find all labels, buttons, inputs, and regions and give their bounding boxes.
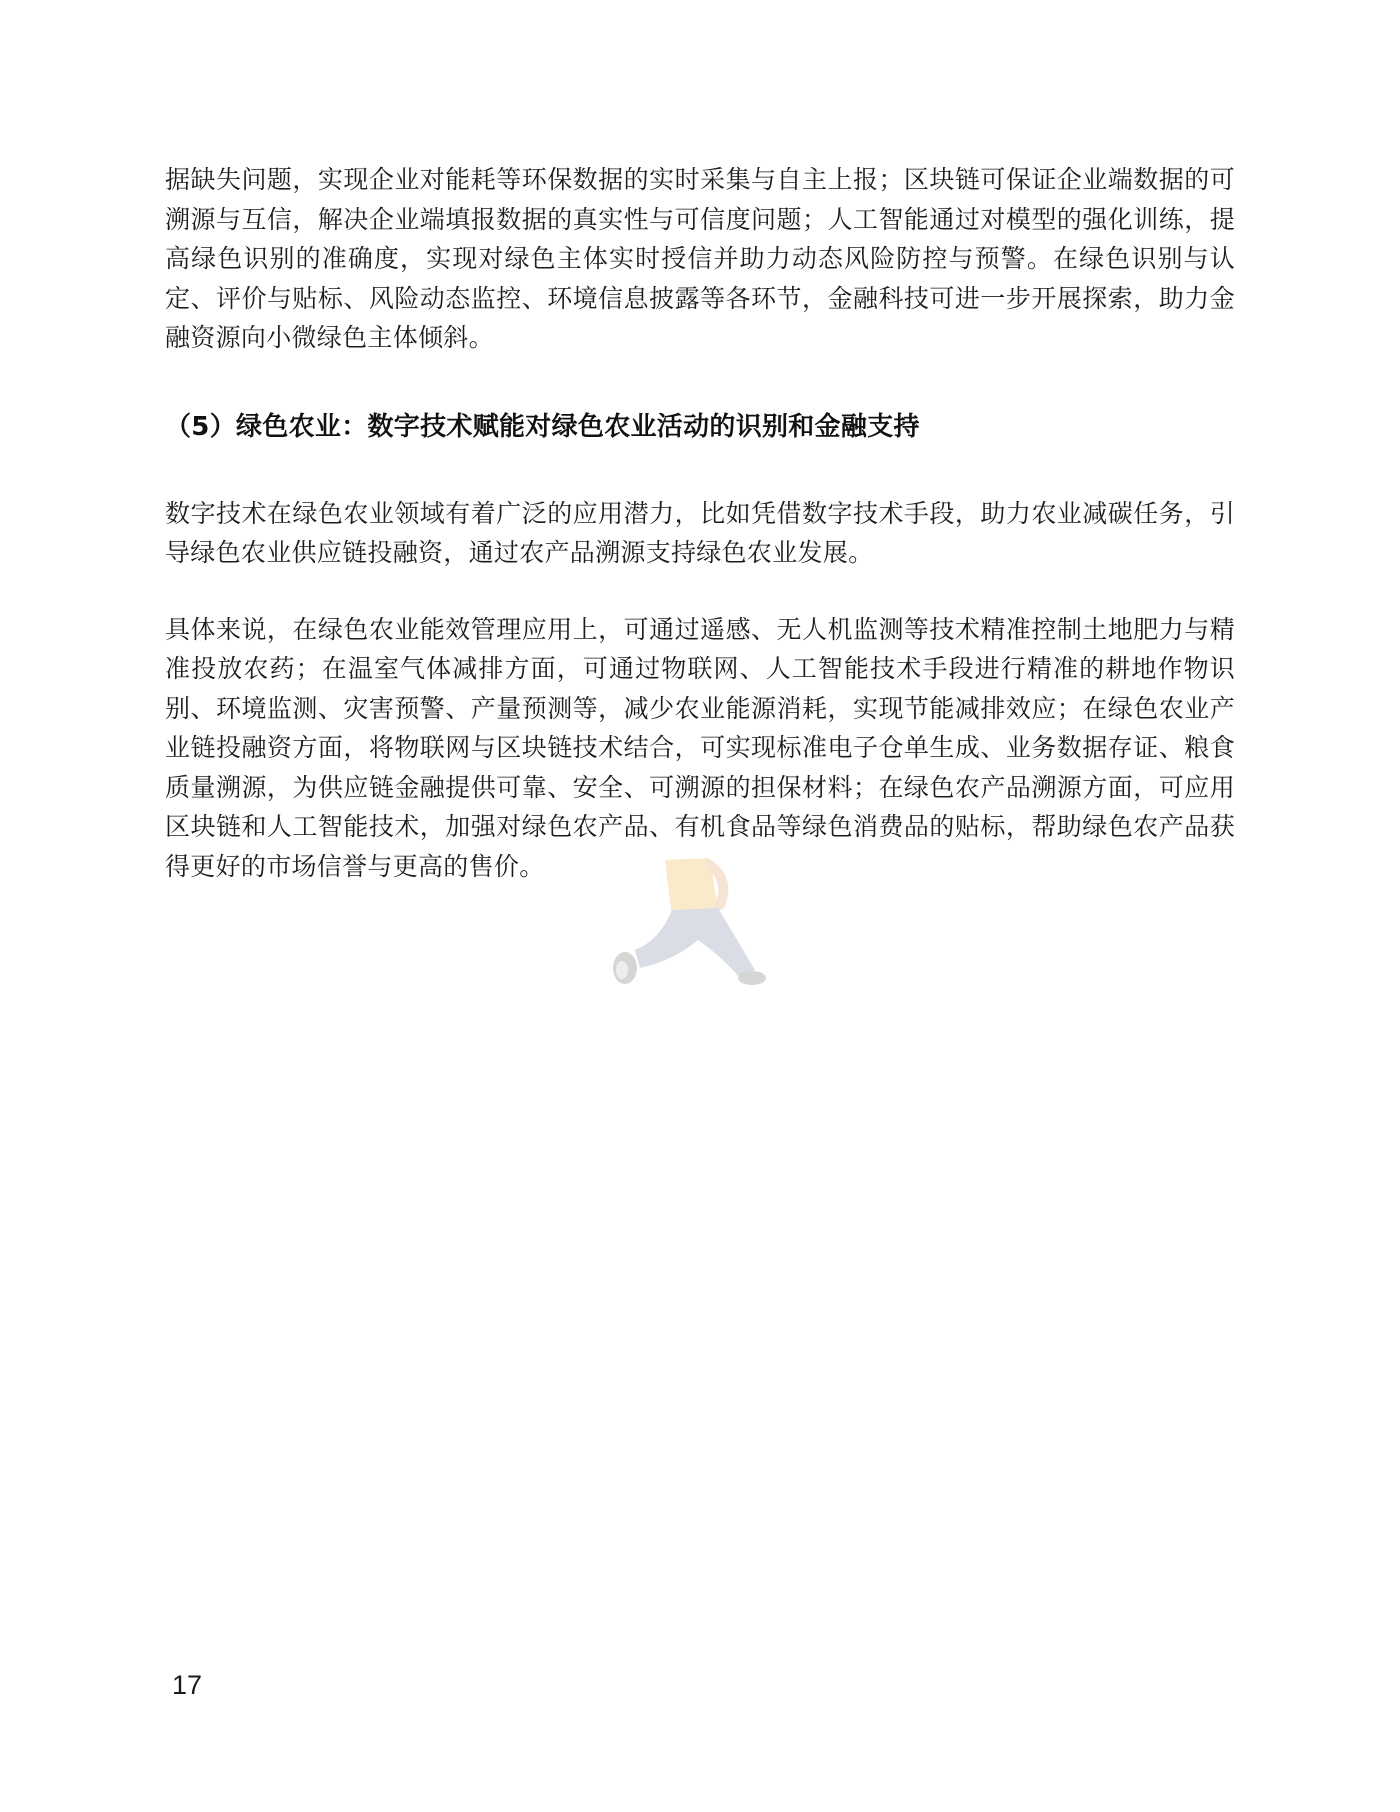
watermark-shoe-right (738, 971, 766, 985)
body-paragraph: 具体来说，在绿色农业能效管理应用上，可通过遥感、无人机监测等技术精准控制土地肥力与精准投放农药；在温室气体减排方面，可通过物联网、人工智能技术手段进行精准的耕地作物识别、环境监测、灾害预警、产量预测等，减少农业能源消耗，实现节能减排效应；在绿色农业产业链投融资方面，将物联网与区块链技术结合，可实现标准电子仓单生成、业务数据存证、粮食质量溯源，为供应链金融提供可靠、安全、可溯源的担保材料；在绿色农产品溯源方面，可应用区块链和人工智能技术，加强对绿色农产品、有机食品等绿色消费品的贴标，帮助绿色农产品获得更好的市场信誉与更高的售价。 (165, 614, 1235, 881)
page-number: 17 (172, 1670, 203, 1700)
page-content (165, 160, 1235, 886)
body-paragraph: 数字技术在绿色农业领域有着广泛的应用潜力，比如凭借数字技术手段，助力农业减碳任务，引导绿色农业供应链投融资，通过农产品溯源支持绿色农业发展。 (165, 498, 1235, 567)
body-paragraph: 据缺失问题，实现企业对能耗等环保数据的实时采集与自主上报；区块链可保证企业端数据的可溯源与互信，解决企业端填报数据的真实性与可信度问题；人工智能通过对模型的强化训练，提高绿色识别的准确度，实现对绿色主体实时授信并助力动态风险防控与预警。在绿色识别与认定、评价与贴标、风险动态监控、环境信息披露等各环节，金融科技可进一步开展探索，助力金融资源向小微绿色主体倾斜。 (165, 165, 1235, 352)
watermark-pants (635, 908, 755, 978)
watermark-shoe-highlight (616, 961, 628, 979)
watermark-shoe-left (613, 952, 637, 984)
section-heading: （5）绿色农业：数字技术赋能对绿色农业活动的识别和金融支持 (165, 411, 920, 442)
